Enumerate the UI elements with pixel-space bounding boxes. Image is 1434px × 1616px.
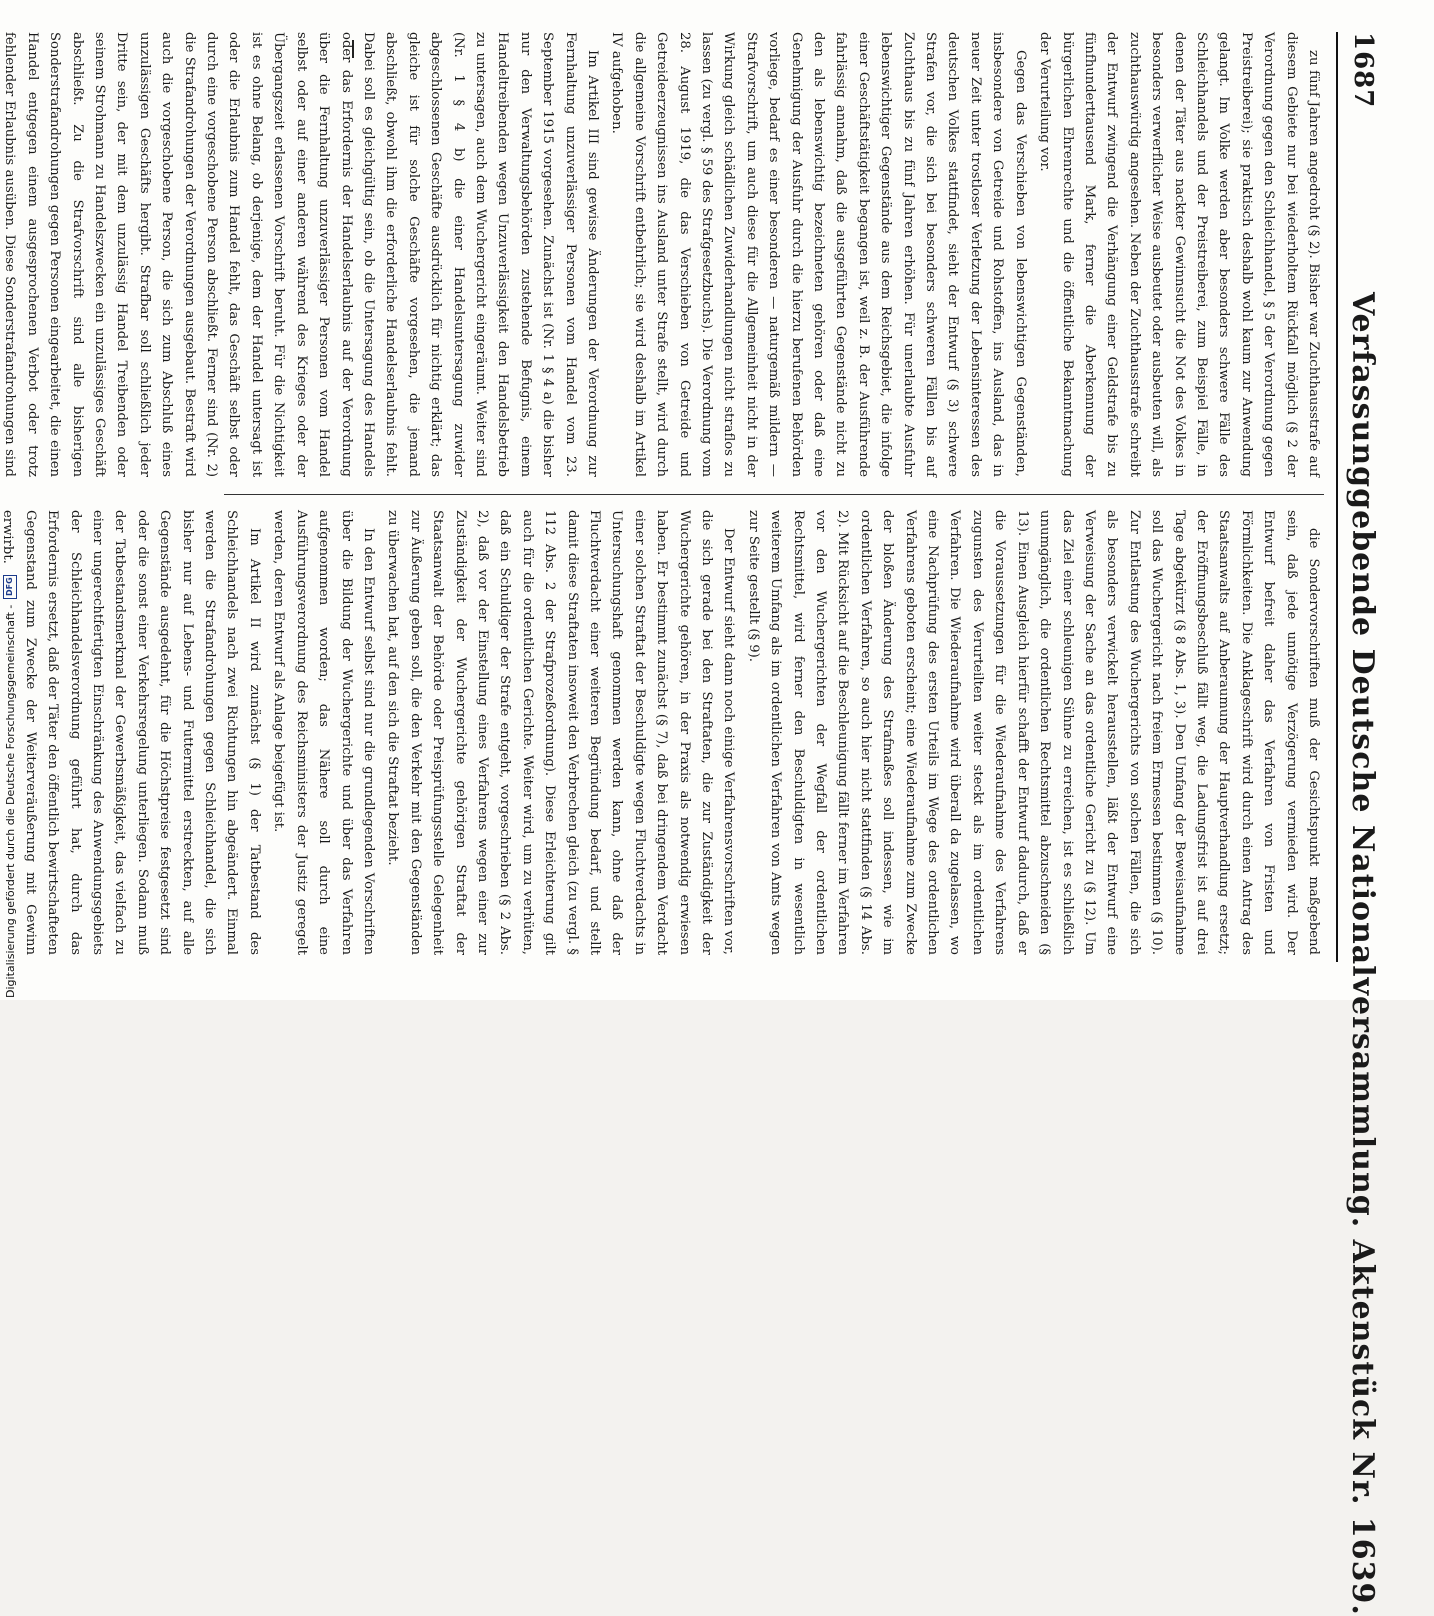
paragraph: Gegen das Verschieben von lebenswichtigen Gegenständen, insbesondere von Getreide und Rohstoffen, ins Ausland, das in neuer Zeit unter trostloser Verletzung der Lebensinteressen des deutschen Volkes stattfindet, sieht der Entwurf (§ 3) schwere Strafen vor, die sich bei besonders schweren Fällen bis auf Zuchthaus bis zu fünf Jahren erhöhen. Für unerlaubte Ausfuhr lebenswichtiger Gegenstände aus dem Reichsgebiet, die infolge einer Geschäftstätigkeit begangen ist, weil z. B. der Ausführende fahrlässig annahm, daß die ausgeführten Gegenstände nicht zu den als lebenswichtig bezeichneten gehören oder daß eine Genehmigung der Ausfuhr durch die hierzu berufenen Behörden vorliege, bedarf es einer besonderen — naturgemäß mildern — Strafvorschrift, um auch diese für die Allgemeinheit nicht in der Wirkung gleich schädlichen Zuwiderhandlungen nicht straflos zu lassen (zu vergl. § 59 des Strafgesetzbuchs). Die Verordnung vom 28. August 1919, die das Verschieben von Getreide und Getreideerzeugnissen ins Ausland unter Strafe stellt, wird durch die allgemeine Vorschrift entbehrlich; sie wird deshalb im Artikel IV aufgehoben.	[609, 32, 1028, 477]
column-divider	[224, 494, 1324, 495]
paragraph: In den Entwurf selbst sind nur die grundlegenden Vorschriften über die Bildung der Wuchergerichte und über das Verfahren aufgenommen worden; das Nähere soll durch eine Ausführungsverordnung des Reichsministers der Justiz geregelt werden, deren Entwurf als Anlage beigefügt ist.	[271, 510, 376, 955]
paragraph: Der Entwurf sieht dann noch einige Verfahrensvorschriften vor, die sich gerade bei den Straftaten, die zur Zuständigkeit der Wuchergerichte gehören, in der Praxis als notwendig erwiesen haben. Er bestimmt zunächst (§ 7), daß bei dringendem Verdacht einer solchen Straftat der Beschuldigte wegen Fluchtverdachts in Untersuchungshaft genommen werden kann, ohne daß der Fluchtverdacht einer weiteren Begründung bedarf, und stellt damit diese Straftaten insoweit den Verbrechen gleich (zu vergl. § 112 Abs. 2 der Strafprozeßordnung). Diese Erleichterung gilt auch für die ordentlichen Gerichte. Weiter wird, um zu verhüten, daß ein Schuldiger der Strafe entgeht, vorgeschrieben (§ 2 Abs. 2), daß vor der Einstellung eines Verfahrens wegen einer zur Zuständigkeit der Wuchergerichte gehörigen Straftat der Staatsanwalt der Behörde oder Preisprüfungsstelle Gelegenheit zur Äußerung geben soll, die den Verkehr mit den Gegenständen zu überwachen hat, auf den sich die Straftat bezieht.	[385, 510, 737, 955]
digitization-credit	[2, 8, 18, 998]
paragraph: Im Artikel III sind gewisse Änderungen der Verordnung zur Fernhaltung unzuverlässiger Personen vom Handel vom 23. September 1915 vorgesehen. Zunächst ist (Nr. 1 § 4 a) die bisher nur den Verwaltungsbehörden zustehende Befugnis, einem Handeltreibenden wegen Unzuverlässigkeit den Handelsbetrieb zu untersagen, auch dem Wuchergericht eingeräumt. Weiter sind (Nr. 1 § 4 b) die einer Handelsuntersagung zuwider abgeschlossenen Geschäfte ausdrücklich für nichtig erklärt; das gleiche ist für solche Geschäfte vorgesehen, die jemand abschließt, obwohl ihm die erforderliche Handelserlaubnis fehlt. Dabei soll es gleichgültig sein, ob die Untersagung des Handels oder das Erfordernis der Handelserlaubnis auf der Verordnung über die Fernhaltung unzuverlässiger Personen vom Handel selbst oder auf einer anderen während des Krieges oder der Übergangszeit erlassenen Vorschrift beruht. Für die Nichtigkeit ist es ohne Belang, ob derjenige, dem der Handel untersagt ist oder die Erlaubnis zum Handel fehlt, das Geschäft selbst oder durch eine vorgeschobene Person abschließt. Ferner sind (Nr. 2) die Strafandrohungen der Verordnungen ausgebaut. Bestraft wird auch die vorgeschobene Person, die sich zum Abschluß eines unzulässigen Geschäfts hergibt. Strafbar soll schließlich jeder Dritte sein, der mit dem unzulässig Handel Treibenden oder seinem Strohmann zu Handelszwecken ein unzulässiges Geschäft abschließt. Zu die Strafvorschrift sind alle bisherigen Sonderstrafandrohungen gegen Personen eingearbeitet, die einen Handel entgegen einem ausgesprochenen Verbot oder trotz fehlender Erlaubnis ausüben. Diese Sonderstrafandrohungen sind	[2, 32, 600, 477]
page-header	[1340, 32, 1384, 1616]
paragraph: die Sondervorschriften muß der Gesichtspunkt maßgebend sein, daß jede unnötige Verzögerung vermieden wird. Der Entwurf befreit daher das Verfahren von Fristen und Förmlichkeiten. Die Anklageschrift wird durch einen Antrag des Staatsanwalts auf Anberaumung der Hauptverhandlung ersetzt; der Eröffnungsbeschluß fällt weg, die Ladungsfrist ist auf drei Tage abgekürzt (§ 8 Abs. 1, 3). Den Umfang der Beweisaufnahme soll das Wuchergericht nach freiem Ermessen bestimmen (§ 10). Zur Entlastung des Wuchergerichts von solchen Fällen, die sich als besonders verwickelt herausstellen, läßt der Entwurf eine Verweisung der Sache an das ordentliche Gericht zu (§ 12). Um das Ziel einer schleunigen Sühne zu erreichen, ist es schließlich unumgänglich, die ordentlichen Rechtsmittel abzuschneiden (§ 13). Einen Ausgleich hierfür schafft der Entwurf dadurch, daß er die Voraussetzungen für die Wiederaufnahme des Verfahrens zugunsten des Verurteilten weiter steckt als im ordentlichen Verfahren. Die Wiederaufnahme wird überall da zugelassen, wo eine Nachprüfung des ersten Urteils im Wege des ordentlichen Verfahrens geboten erscheint; eine Wiederaufnahme zum Zwecke der bloßen Änderung des Strafmaßes soll indessen, wie im ordentlichen Verfahren, so auch hier nicht stattfinden (§ 14 Abs. 2). Mit Rücksicht auf die Beschleunigung fällt ferner im Verfahren vor den Wuchergerichten der Wegfall der ordentlichen Rechtsmittel, wird ferner den Beschuldigten in wesentlich weiterem Umfang als im ordentlichen Verfahren von Amts wegen zur Seite gestellt (§ 9).	[745, 510, 1321, 955]
paragraph: zu fünf Jahren angedroht (§ 2). Bisher war Zuchthausstrafe auf diesem Gebiete nur bei wiederholtem Rückfall möglich (§ 2 der Verordnung gegen den Schleichhandel, § 5 der Verordnung gegen Preistreiberei); sie praktisch deshalb wohl kaum zur Anwendung gelangt. Im Volke werden aber besonders schwere Fälle des Schleichhandels und der Preistreiberei, zum Beispiel Fälle, in denen der Täter aus nackter Gewinnsucht die Not des Volkes in besonders verwerflicher Weise ausbeutet oder ausbeuten will, als zuchthauswürdig angesehen. Neben der Zuchthausstrafe schreibt der Entwurf zwingend die Verhängung einer Geldstrafe bis zu fünfhunderttausend Mark, ferner die Aberkennung der bürgerlichen Ehrenrechte und die öffentliche Bekanntmachung der Verurteilung vor.	[1037, 32, 1321, 477]
dfg-logo: DFG	[3, 575, 17, 599]
paragraph: Im Artikel II wird zunächst (§ 1) der Tatbestand des Schleichhandels nach zwei Richtungen hin abgeändert. Einmal werden die Strafandrohungen gegen Schleichhandel, die sich bisher nur auf Lebens- und Futtermittel erstreckten, auf alle Gegenstände ausgedehnt, für die Höchstpreise festgesetzt sind oder die sonst einer Verkehrsregelung unterliegen. Sodann muß der Tatbestandsmerkmal der Gewerbsmäßigkeit, das vielfach zu einer ungerechtfertigten Einschränkung des Anwendungsgebiets der Schleichhandelsverordnung geführt hat, durch das Erfordernis ersetzt, daß der Täter den öffentlich bewirtschafteten Gegenstand zum Zwecke der Weiterveräußerung mit Gewinn erwirbt.	[0, 510, 262, 955]
page-number: 1687	[1348, 32, 1378, 109]
page-title: Verfassunggebende Deutsche Nationalversammlung. Aktenstück Nr. 1639.	[1345, 292, 1380, 1616]
credit-text: Digitalisierung gefördert durch die Deutsche Forschungsgemeinschaft -	[3, 604, 17, 998]
header-rule	[1336, 32, 1338, 962]
text-column-left	[2, 32, 1324, 477]
